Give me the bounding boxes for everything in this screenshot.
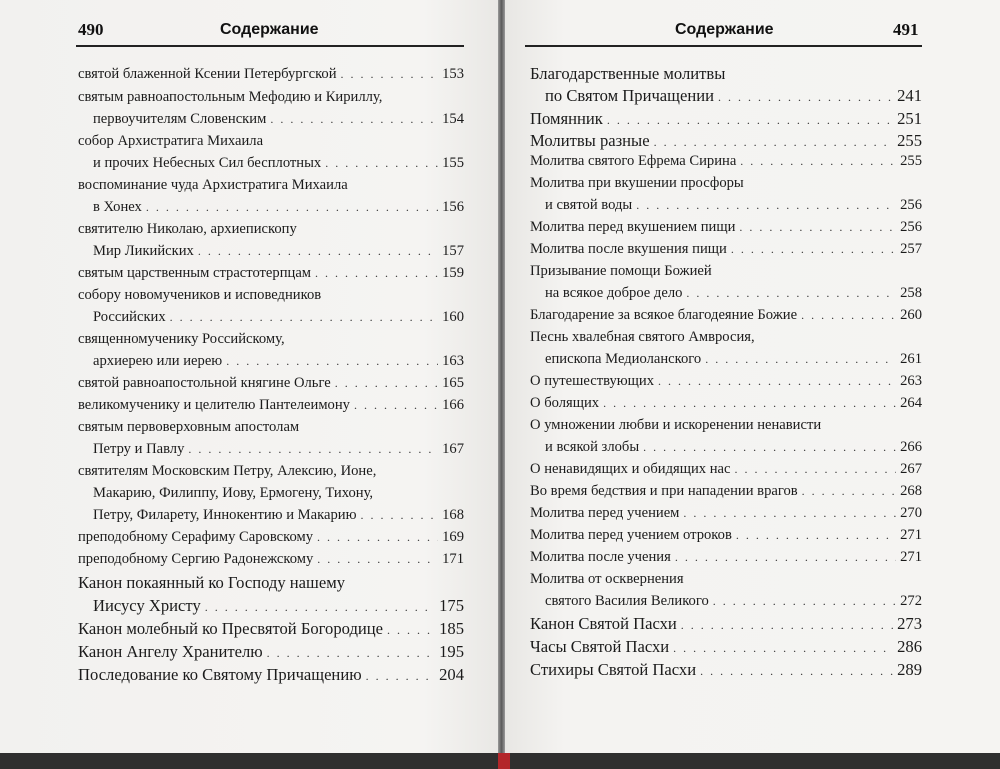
toc-entry[interactable]	[78, 331, 464, 348]
left-running-header: Содержание	[220, 21, 319, 38]
toc-leader-dots	[705, 352, 896, 367]
toc-entry-page: 264	[900, 395, 922, 411]
toc-entry[interactable]	[530, 660, 922, 680]
toc-entry-title: собор Архистратига Михаила	[78, 133, 264, 149]
left-page-number: 490	[78, 20, 104, 39]
toc-entry[interactable]	[530, 109, 922, 129]
toc-entry-title: Канон молебный ко Пресвятой Богородице	[78, 619, 384, 638]
toc-entry-title: Молитва после вкушения пищи	[530, 241, 727, 257]
toc-entry-page: 256	[900, 219, 922, 235]
toc-entry-title: и всякой злобы	[545, 439, 640, 455]
toc-entry-title: и святой воды	[545, 197, 633, 213]
toc-entry[interactable]	[545, 285, 922, 302]
toc-entry-title: Стихиры Святой Пасхи	[530, 660, 697, 679]
toc-entry[interactable]	[530, 131, 922, 151]
toc-entry[interactable]	[78, 133, 464, 150]
toc-entry[interactable]	[93, 155, 464, 172]
toc-entry[interactable]	[530, 461, 922, 478]
toc-leader-dots	[801, 308, 896, 323]
toc-entry-page: 241	[897, 86, 922, 105]
toc-entry-page: 153	[442, 66, 464, 82]
toc-entry-page: 163	[442, 353, 464, 369]
toc-entry[interactable]	[530, 395, 922, 412]
toc-entry[interactable]	[530, 373, 922, 390]
toc-entry[interactable]	[530, 241, 922, 258]
toc-entry[interactable]	[530, 527, 922, 544]
toc-leader-dots	[226, 354, 438, 369]
toc-leader-dots	[188, 442, 438, 457]
toc-entry-page: 272	[900, 593, 922, 609]
toc-leader-dots	[387, 623, 435, 638]
toc-entry-page: 251	[897, 109, 922, 128]
toc-entry-title: собору новомучеников и исповедников	[78, 287, 322, 303]
toc-entry[interactable]	[78, 66, 464, 83]
toc-leader-dots	[607, 113, 893, 128]
toc-entry-page: 157	[442, 243, 464, 259]
toc-entry-page: 167	[442, 441, 464, 457]
toc-entry-page: 156	[442, 199, 464, 215]
toc-entry-title: Помянник	[530, 109, 603, 128]
toc-entry[interactable]	[93, 111, 464, 128]
toc-entry-title: Благодарение за всякое благодеяние Божие	[530, 307, 798, 323]
toc-entry-title: святым равноапостольным Мефодию и Кириллу,	[78, 89, 383, 105]
right-running-header: Содержание	[675, 21, 774, 38]
right-header-rule	[525, 45, 922, 47]
toc-leader-dots	[658, 374, 896, 389]
toc-entry[interactable]	[530, 483, 922, 500]
toc-entry-title: Во время бедствия и при нападении врагов	[530, 483, 798, 499]
toc-leader-dots	[681, 618, 893, 633]
toc-entry-page: 159	[442, 265, 464, 281]
toc-leader-dots	[740, 154, 896, 169]
toc-leader-dots	[731, 242, 896, 257]
toc-leader-dots	[802, 484, 896, 499]
toc-entry[interactable]	[78, 419, 464, 436]
toc-entry-title: в Хонех	[93, 199, 142, 215]
toc-leader-dots	[325, 156, 438, 171]
toc-entry[interactable]	[530, 175, 922, 192]
toc-entry[interactable]	[78, 265, 464, 282]
toc-entry-title: Молитвы разные	[530, 131, 650, 150]
right-page-number: 491	[893, 20, 919, 39]
toc-entry-page: 257	[900, 241, 922, 257]
left-header-rule	[76, 45, 464, 47]
toc-entry[interactable]	[530, 417, 922, 434]
toc-entry-title: святого Василия Великого	[545, 593, 709, 609]
toc-entry-title: святой блаженной Ксении Петербургской	[78, 66, 337, 82]
toc-entry-title: Петру и Павлу	[93, 441, 185, 457]
toc-entry[interactable]	[93, 485, 464, 502]
toc-leader-dots	[354, 398, 438, 413]
toc-entry[interactable]	[93, 441, 464, 458]
toc-entry[interactable]	[78, 221, 464, 238]
toc-entry-title: Молитва при вкушении просфоры	[530, 175, 744, 191]
toc-entry[interactable]	[78, 665, 464, 685]
toc-entry-title: Молитва перед учением	[530, 505, 680, 521]
toc-leader-dots	[317, 552, 438, 567]
toc-entry[interactable]	[78, 177, 464, 194]
toc-entry-page: 155	[442, 155, 464, 171]
toc-entry-page: 171	[442, 551, 464, 567]
toc-entry[interactable]	[530, 549, 922, 566]
toc-entry[interactable]	[78, 287, 464, 304]
toc-entry-title: епископа Медиоланского	[545, 351, 702, 367]
toc-entry[interactable]	[530, 571, 922, 588]
toc-entry[interactable]	[545, 86, 922, 106]
toc-entry-title: по Святом Причащении	[545, 86, 714, 105]
toc-entry-title: Молитва перед вкушением пищи	[530, 219, 736, 235]
toc-entry[interactable]	[530, 219, 922, 236]
toc-leader-dots	[739, 220, 896, 235]
toc-entry-page: 263	[900, 373, 922, 389]
left-page	[0, 0, 498, 753]
toc-entry-page: 166	[442, 397, 464, 413]
toc-leader-dots	[654, 135, 894, 150]
toc-entry-title: Канон Святой Пасхи	[530, 614, 677, 633]
toc-leader-dots	[636, 198, 896, 213]
toc-leader-dots	[267, 646, 435, 661]
toc-leader-dots	[713, 594, 896, 609]
toc-entry-title: Призывание помощи Божией	[530, 263, 712, 279]
book-gutter	[498, 0, 505, 769]
toc-entry-page: 270	[900, 505, 922, 521]
toc-entry[interactable]	[545, 197, 922, 214]
toc-entry-title: преподобному Серафиму Саровскому	[78, 529, 314, 545]
toc-entry[interactable]	[78, 529, 464, 546]
toc-entry-page: 258	[900, 285, 922, 301]
toc-entry[interactable]	[545, 439, 922, 456]
toc-leader-dots	[736, 528, 896, 543]
toc-leader-dots	[146, 200, 438, 215]
toc-entry-page: 255	[900, 153, 922, 169]
toc-leader-dots	[198, 244, 438, 259]
toc-leader-dots	[170, 310, 438, 325]
toc-entry[interactable]	[93, 243, 464, 260]
toc-entry-title: Иисусу Христу	[93, 596, 201, 615]
toc-entry[interactable]	[93, 507, 464, 524]
toc-entry-title: О ненавидящих и обидящих нас	[530, 461, 731, 477]
toc-entry-title: Петру, Филарету, Иннокентию и Макарию	[93, 507, 357, 523]
toc-entry-title: святителю Николаю, архиепископу	[78, 221, 297, 237]
toc-entry-title: архиерею или иерею	[93, 353, 223, 369]
toc-leader-dots	[315, 266, 438, 281]
toc-entry-title: Канон покаянный ко Господу нашему	[78, 573, 345, 592]
toc-entry[interactable]	[93, 199, 464, 216]
toc-entry-title: воспоминание чуда Архистратига Михаила	[78, 177, 348, 193]
toc-entry-title: святой равноапостольной княгине Ольге	[78, 375, 331, 391]
toc-leader-dots	[734, 462, 896, 477]
toc-entry[interactable]	[530, 505, 922, 522]
toc-entry-title: Мир Ликийских	[93, 243, 194, 259]
toc-entry[interactable]	[78, 375, 464, 392]
toc-entry-title: О болящих	[530, 395, 600, 411]
toc-entry[interactable]	[530, 263, 922, 280]
toc-leader-dots	[718, 90, 893, 105]
toc-entry-title: святителям Московским Петру, Алексию, Ионе,	[78, 463, 377, 479]
toc-entry-page: 271	[900, 549, 922, 565]
toc-entry-title: Макарию, Филиппу, Иову, Ермогену, Тихону,	[93, 485, 374, 501]
toc-entry-page: 169	[442, 529, 464, 545]
toc-entry-page: 268	[900, 483, 922, 499]
toc-entry-title: святым царственным страстотерпцам	[78, 265, 312, 281]
toc-leader-dots	[686, 286, 896, 301]
toc-entry-title: Часы Святой Пасхи	[530, 637, 670, 656]
toc-entry[interactable]	[78, 89, 464, 106]
toc-entry-page: 204	[439, 665, 464, 684]
toc-entry-page: 185	[439, 619, 464, 638]
toc-entry-page: 255	[897, 131, 922, 150]
toc-entry-title: и прочих Небесных Сил бесплотных	[93, 155, 322, 171]
toc-leader-dots	[683, 506, 896, 521]
toc-leader-dots	[335, 376, 438, 391]
toc-entry-title: Канон Ангелу Хранителю	[78, 642, 263, 661]
bookmark-ribbon	[498, 753, 510, 769]
toc-entry-title: первоучителям Словенским	[93, 111, 267, 127]
toc-entry[interactable]	[93, 353, 464, 370]
toc-entry-title: Молитва святого Ефрема Сирина	[530, 153, 737, 169]
toc-entry[interactable]	[530, 329, 922, 346]
toc-entry[interactable]	[93, 596, 464, 616]
toc-entry[interactable]	[78, 463, 464, 480]
toc-entry-title: преподобному Сергию Радонежскому	[78, 551, 314, 567]
toc-entry-title: Молитва после учения	[530, 549, 671, 565]
toc-entry-title: священномученику Российскому,	[78, 331, 285, 347]
toc-entry-page: 289	[897, 660, 922, 679]
toc-entry-title: великомученику и целителю Пантелеимону	[78, 397, 350, 413]
toc-leader-dots	[603, 396, 896, 411]
toc-entry-page: 256	[900, 197, 922, 213]
toc-leader-dots	[270, 112, 438, 127]
toc-entry-title: Песнь хвалебная святого Амвросия,	[530, 329, 755, 345]
toc-entry[interactable]	[545, 351, 922, 368]
toc-entry[interactable]	[530, 64, 922, 84]
toc-entry-page: 195	[439, 642, 464, 661]
toc-entry-page: 286	[897, 637, 922, 656]
toc-entry[interactable]	[545, 593, 922, 610]
toc-entry-title: святым первоверховным апостолам	[78, 419, 300, 435]
toc-entry-page: 175	[439, 596, 464, 615]
toc-entry[interactable]	[530, 614, 922, 634]
toc-entry-page: 273	[897, 614, 922, 633]
toc-leader-dots	[675, 550, 896, 565]
toc-entry-title: О умножении любви и искоренении ненависти	[530, 417, 822, 433]
toc-entry-page: 160	[442, 309, 464, 325]
toc-entry-title: Молитва от осквернения	[530, 571, 684, 587]
toc-entry-title: О путешествующих	[530, 373, 655, 389]
toc-entry-title: Благодарственные молитвы	[530, 64, 726, 83]
toc-entry-title: на всякое доброе дело	[545, 285, 683, 301]
toc-entry-page: 266	[900, 439, 922, 455]
toc-entry[interactable]	[78, 619, 464, 639]
toc-entry-page: 168	[442, 507, 464, 523]
toc-entry-page: 261	[900, 351, 922, 367]
toc-entry[interactable]	[93, 309, 464, 326]
toc-entry-page: 165	[442, 375, 464, 391]
toc-entry[interactable]	[530, 637, 922, 657]
right-page	[505, 0, 1000, 753]
toc-entry-page: 154	[442, 111, 464, 127]
toc-leader-dots	[700, 664, 893, 679]
toc-leader-dots	[341, 67, 439, 82]
toc-leader-dots	[360, 508, 438, 523]
toc-entry-title: Последование ко Святому Причащению	[78, 665, 362, 684]
toc-entry[interactable]	[78, 573, 464, 593]
toc-entry[interactable]	[78, 551, 464, 568]
toc-entry[interactable]	[530, 307, 922, 324]
toc-leader-dots	[673, 641, 893, 656]
toc-entry-page: 271	[900, 527, 922, 543]
toc-leader-dots	[317, 530, 438, 545]
toc-entry[interactable]	[530, 153, 922, 170]
toc-leader-dots	[366, 669, 436, 684]
book-bottom-edge	[0, 753, 1000, 769]
toc-leader-dots	[643, 440, 896, 455]
toc-entry-page: 267	[900, 461, 922, 477]
toc-leader-dots	[205, 600, 435, 615]
toc-entry-page: 260	[900, 307, 922, 323]
toc-entry[interactable]	[78, 642, 464, 662]
toc-entry[interactable]	[78, 397, 464, 414]
toc-entry-title: Российских	[93, 309, 166, 325]
toc-entry-title: Молитва перед учением отроков	[530, 527, 732, 543]
